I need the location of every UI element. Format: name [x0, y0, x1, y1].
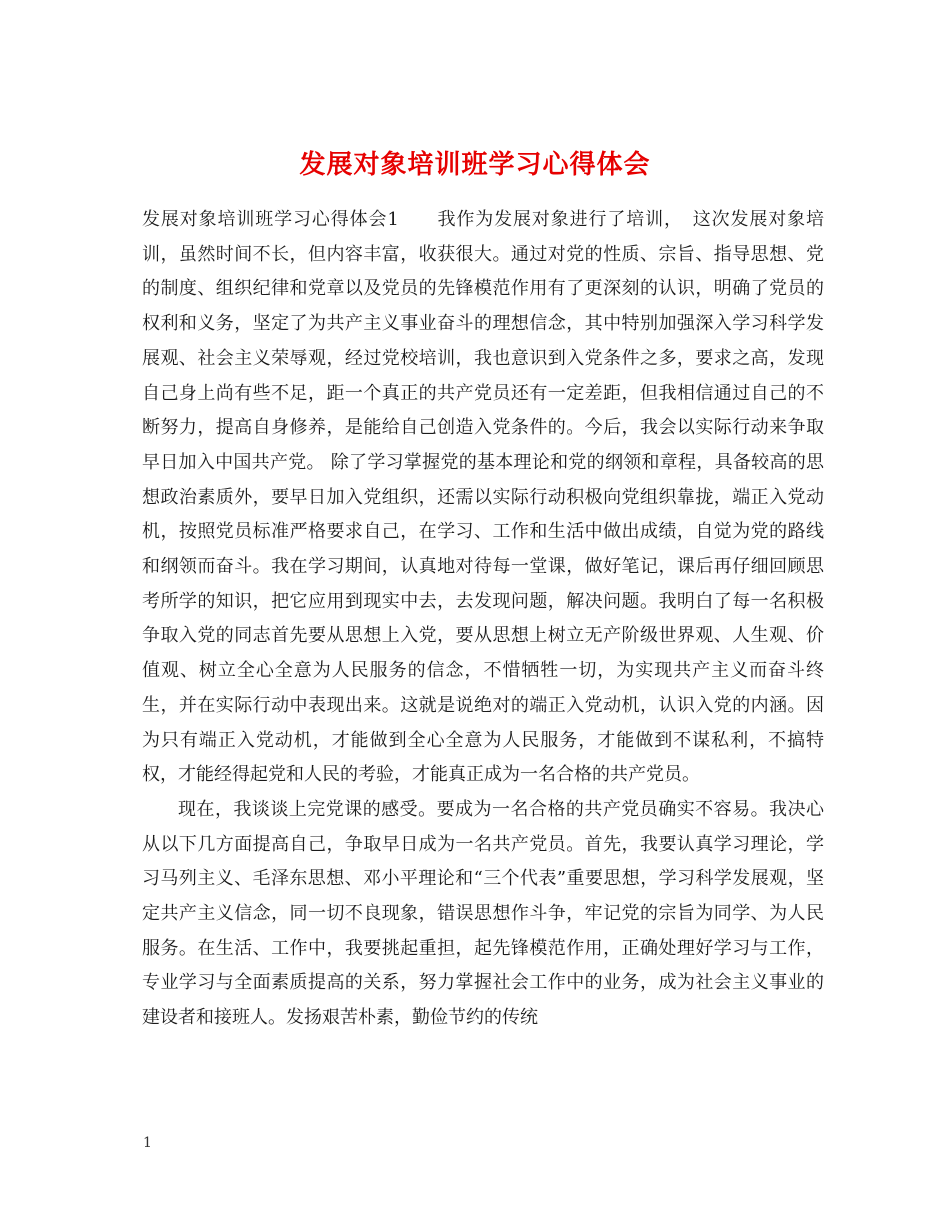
document-title: 发展对象培训班学习心得体会	[299, 150, 651, 181]
paragraph-1: 发展对象培训班学习心得体会1 我作为发展对象进行了培训， 这次发展对象培训，虽然时间不长，但内容丰富，收获很大。通过对党的性质、宗旨、指导思想、党的制度、组织纪律和党章以及党员的先锋模范作用有了更深刻的认识，明确了党员的权利和义务，坚定了为共产主义事业奋斗的理想信念，其中特别加强深入学习科学发展观、社会主义荣辱观，经过党校培训，我也意识到入党条件之多，要求之高，发现自己身上尚有些不足，距一个真正的共产党员还有一定差距，但我相信通过自己的不断努力，提高自身修养，是能给自己创造入党条件的。今后，我会以实际行动来争取早日加入中国共产党。 除了学习掌握党的基本理论和党的纲领和章程，具备较高的思想政治素质外，要早日加入党组织，还需以实际行动积极向党组织靠拢，端正入党动机，按照党员标准严格要求自己，在学习、工作和生活中做出成绩，自觉为党的路线和纲领而奋斗。我在学习期间，认真地对待每一堂课，做好笔记，课后再仔细回顾思考所学的知识，把它应用到现实中去，去发现问题，解决问题。我明白了每一名积极争取入党的同志首先要从思想上入党，要从思想上树立无产阶级世界观、人生观、价值观、树立全心全意为人民服务的信念，不惜牺牲一切，为实现共产主义而奋斗终生，并在实际行动中表现出来。这就是说绝对的端正入党动机，认识入党的内涵。因为只有端正入党动机，才能做到全心全意为人民服务，才能做到不谋私利，不搞特权，才能经得起党和人民的考验，才能真正成为一名合格的共产党员。	[142, 209, 824, 786]
paragraph-2: 现在，我谈谈上完党课的感受。要成为一名合格的共产党员确实不容易。我决心从以下几方面提高自己，争取早日成为一名共产党员。首先，我要认真学习理论，学习马列主义、毛泽东思想、邓小平理论和“三个代表”重要思想，学习科学发展观，坚定共产主义信念，同一切不良现象，错误思想作斗争，牢记党的宗旨为同学、为人民服务。在生活、工作中，我要挑起重担，起先锋模范作用，正确处理好学习与工作，专业学习与全面素质提高的关系，努力掌握社会工作中的业务，成为社会主义事业的建设者和接班人。发扬艰苦朴素，勤俭节约的传统	[142, 798, 824, 1029]
page-number: 1	[143, 1135, 152, 1151]
document-body	[142, 203, 824, 1036]
